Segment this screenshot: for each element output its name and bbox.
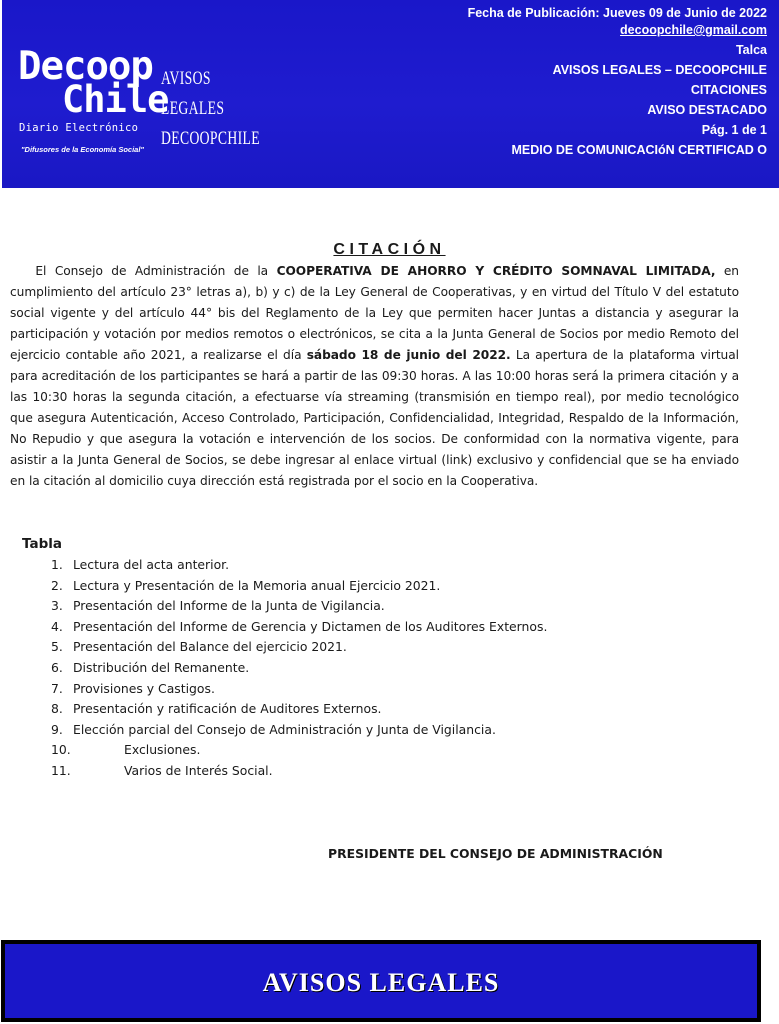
- contact-email-link[interactable]: decoopchile@gmail.com: [620, 23, 767, 37]
- agenda-item: [0, 720, 779, 741]
- agenda-item-number: 2.: [51, 577, 63, 593]
- header-banner: [2, 0, 779, 188]
- paragraph-run: La apertura de la plataforma virtual para acreditación de los participantes se hará a partir de las 09:30 horas. A las 10:00 horas será la primera citación y a las 10:30 horas la segunda citación, a efectuarse vía streaming (transmisión en tiempo real), por medio tecnológico que asegura Autenticación, Acceso Controlado, Participación, Confidencialidad, Integridad, Respaldo de la Información, No Repudio y que asegura la votación e intervención de los socios. De conformidad con la normativa vigente, para asistir a la Junta General de Socios, se debe ingresar al enlace virtual (link) exclusivo y confidencial que se ha enviado en la citación al domicilio cuya dirección está registrada por el socio en la Cooperativa.: [10, 348, 739, 488]
- page-number: Pág. 1 de 1: [701, 123, 767, 137]
- agenda-item-text: Provisiones y Castigos.: [73, 680, 215, 696]
- document-title: CITACIÓN: [333, 241, 446, 258]
- logo-line-2: Chile: [62, 77, 169, 121]
- agenda-item-number: 7.: [51, 680, 63, 696]
- publication-info: [468, 4, 767, 160]
- agenda-label: Tabla: [22, 536, 62, 552]
- section-logo-line-2: LEGALES: [161, 98, 225, 119]
- agenda-item-text: Elección parcial del Consejo de Administración y Junta de Vigilancia.: [73, 721, 496, 737]
- footer-banner-inner: [5, 944, 757, 1018]
- agenda-item-text: Lectura del acta anterior.: [73, 557, 230, 572]
- agenda-item: [0, 596, 779, 617]
- section-name: AVISOS LEGALES – DECOOPCHILE: [552, 63, 767, 77]
- logo-subtitle: Diario Electrónico: [19, 122, 139, 134]
- agenda-item: [0, 617, 779, 638]
- logo-tagline: "Difusores de la Economía Social": [21, 145, 144, 154]
- agenda-item: [0, 699, 779, 720]
- agenda-item-number: 5.: [51, 639, 63, 655]
- agenda-item: [0, 740, 779, 761]
- section-logo-line-3: DECOOPCHILE: [161, 128, 260, 149]
- footer-banner-text: AVISOS LEGALES: [262, 968, 500, 997]
- agenda-item-text: Exclusiones.: [124, 742, 201, 758]
- agenda-item-number: 9.: [51, 721, 63, 737]
- paragraph-bold-run: sábado 18 de junio del 2022.: [306, 348, 511, 362]
- agenda-item: [0, 761, 779, 782]
- agenda-item-number: 6.: [51, 659, 63, 675]
- agenda-item-number: 8.: [51, 701, 63, 717]
- agenda-item: [0, 555, 779, 576]
- notice-type: AVISO DESTACADO: [647, 103, 767, 117]
- agenda-item: [0, 637, 779, 658]
- agenda-item-text: Distribución del Remanente.: [73, 659, 250, 675]
- agenda-item-number: 10.: [51, 742, 71, 758]
- publication-date: Fecha de Publicación: Jueves 09 de Junio de 2022: [467, 6, 767, 20]
- agenda-item-number: 11.: [51, 762, 71, 778]
- section-logo-line-1: AVISOS: [161, 68, 211, 89]
- agenda-item-text: Varios de Interés Social.: [124, 762, 273, 778]
- agenda-list: [0, 555, 779, 782]
- agenda-item-text: Presentación del Informe de Gerencia y Dictamen de los Auditores Externos.: [73, 618, 548, 634]
- agenda-item-text: Presentación y ratificación de Auditores Externos.: [73, 701, 382, 717]
- certification: MEDIO DE COMUNICACIóN CERTIFICAD O: [511, 143, 767, 157]
- agenda-item: [0, 576, 779, 597]
- logo-line-1: Decoop: [18, 44, 153, 89]
- agenda-item-number: 3.: [51, 598, 63, 614]
- paragraph-bold-run: COOPERATIVA DE AHORRO Y CRÉDITO SOMNAVAL LIMITADA,: [276, 264, 716, 278]
- agenda-item-number: 4.: [51, 618, 63, 634]
- decoopchile-logo: [18, 44, 169, 121]
- agenda-item-text: Presentación del Informe de la Junta de Vigilancia.: [73, 598, 385, 614]
- agenda-item-number: 1.: [51, 557, 63, 572]
- agenda-item: [0, 679, 779, 700]
- signature: PRESIDENTE DEL CONSEJO DE ADMINISTRACIÓN: [328, 846, 663, 861]
- section-logo: [161, 64, 260, 154]
- paragraph-run: El Consejo de Administración de la: [35, 264, 277, 278]
- agenda-item-text: Lectura y Presentación de la Memoria anual Ejercicio 2021.: [73, 577, 441, 593]
- agenda-item: [0, 658, 779, 679]
- category: CITACIONES: [690, 83, 767, 97]
- agenda-item-text: Presentación del Balance del ejercicio 2021.: [73, 639, 347, 655]
- citation-paragraph: [10, 261, 739, 492]
- paragraph-run: en cumplimiento del artículo 23° letras a), b) y c) de la Ley General de Cooperativas, y en virtud del Título V del estatuto social vigente y del artículo 44° bis del Reglamento de la Ley que permiten hacer Juntas a distancia y asegurar la participación y votación por medios remotos o electrónicos, se cita a la Junta General de Socios por medio Remoto del ejercicio contable año 2021, a realizarse el día: [10, 264, 739, 362]
- footer-banner: [1, 940, 761, 1022]
- city: Talca: [735, 43, 767, 57]
